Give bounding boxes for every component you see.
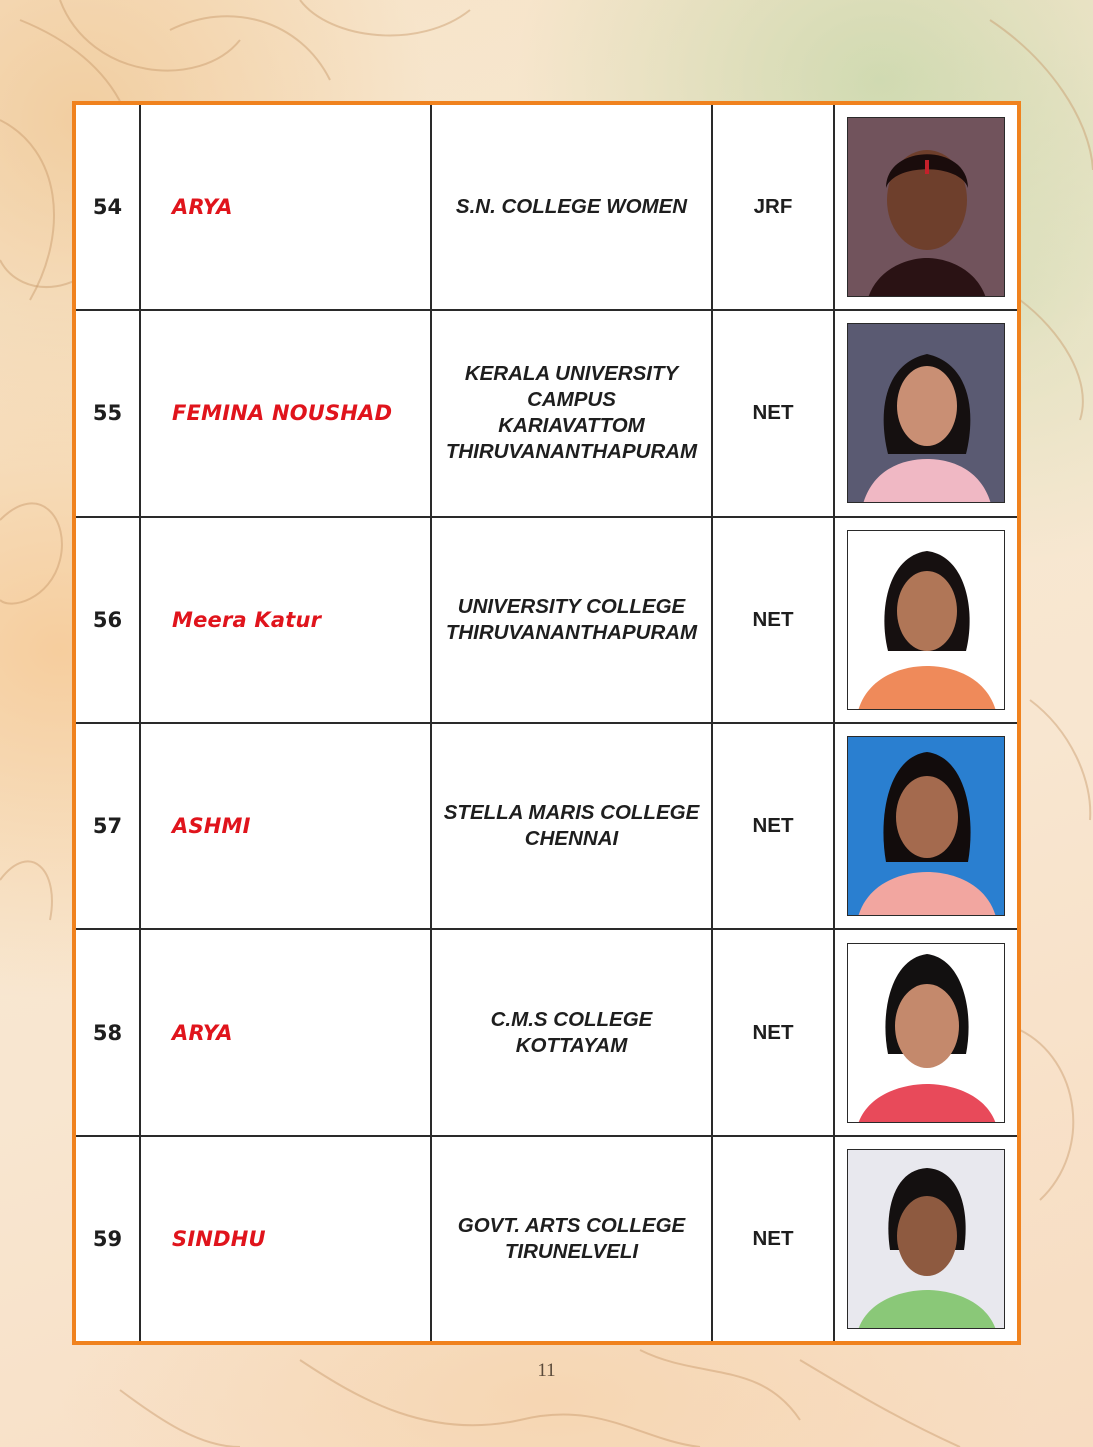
institution-line: CHENNAI — [524, 827, 619, 851]
photo-cell — [834, 1136, 1017, 1341]
institution — [431, 105, 712, 310]
institution-line: KARIAVATTOM — [498, 414, 645, 438]
serial-number: 56 — [76, 517, 140, 723]
photo-cell — [834, 310, 1017, 516]
institution-line: KERALA UNIVERSITY — [464, 362, 679, 386]
candidate-name: ARYA — [140, 929, 431, 1135]
institution-line: UNIVERSITY COLLEGE — [457, 594, 686, 618]
institution-line: TIRUNELVELI — [504, 1239, 639, 1263]
institution — [431, 517, 712, 723]
serial-number: 54 — [76, 105, 140, 310]
institution-line: THIRUVANANTHAPURAM — [445, 440, 698, 464]
institution — [431, 929, 712, 1135]
portrait-photo — [847, 736, 1005, 916]
institution — [431, 1136, 712, 1341]
qualification: NET — [712, 310, 834, 516]
institution — [431, 723, 712, 929]
table-row — [76, 1136, 1017, 1341]
candidate-name: Meera Katur — [140, 517, 431, 723]
photo-cell — [834, 517, 1017, 723]
qualification: NET — [712, 1136, 834, 1341]
institution-line: S.N. COLLEGE WOMEN — [455, 195, 688, 219]
institution-line: STELLA MARIS COLLEGE — [443, 801, 700, 825]
photo-cell — [834, 929, 1017, 1135]
institution-line: THIRUVANANTHAPURAM — [445, 620, 698, 644]
portrait-photo — [847, 1149, 1005, 1329]
roster-table — [76, 105, 1017, 1341]
photo-cell — [834, 723, 1017, 929]
photo-cell — [834, 105, 1017, 310]
qualification: JRF — [712, 105, 834, 310]
portrait-photo — [847, 943, 1005, 1123]
institution-line: KOTTAYAM — [515, 1033, 628, 1057]
roster-table-frame — [72, 101, 1021, 1345]
page-number: 11 — [537, 1360, 556, 1381]
candidate-name: ARYA — [140, 105, 431, 310]
qualification: NET — [712, 929, 834, 1135]
candidate-name: FEMINA NOUSHAD — [140, 310, 431, 516]
portrait-photo — [847, 530, 1005, 710]
candidate-name: ASHMI — [140, 723, 431, 929]
table-row — [76, 517, 1017, 723]
qualification: NET — [712, 723, 834, 929]
table-row — [76, 723, 1017, 929]
portrait-photo — [847, 117, 1005, 297]
serial-number: 55 — [76, 310, 140, 516]
serial-number: 59 — [76, 1136, 140, 1341]
qualification: NET — [712, 517, 834, 723]
table-row — [76, 929, 1017, 1135]
table-row — [76, 310, 1017, 516]
serial-number: 57 — [76, 723, 140, 929]
table-row — [76, 105, 1017, 310]
institution-line: GOVT. ARTS COLLEGE — [457, 1213, 686, 1237]
portrait-photo — [847, 323, 1005, 503]
institution — [431, 310, 712, 516]
candidate-name: SINDHU — [140, 1136, 431, 1341]
institution-line: CAMPUS — [527, 388, 616, 412]
institution-line: C.M.S COLLEGE — [490, 1007, 653, 1031]
serial-number: 58 — [76, 929, 140, 1135]
